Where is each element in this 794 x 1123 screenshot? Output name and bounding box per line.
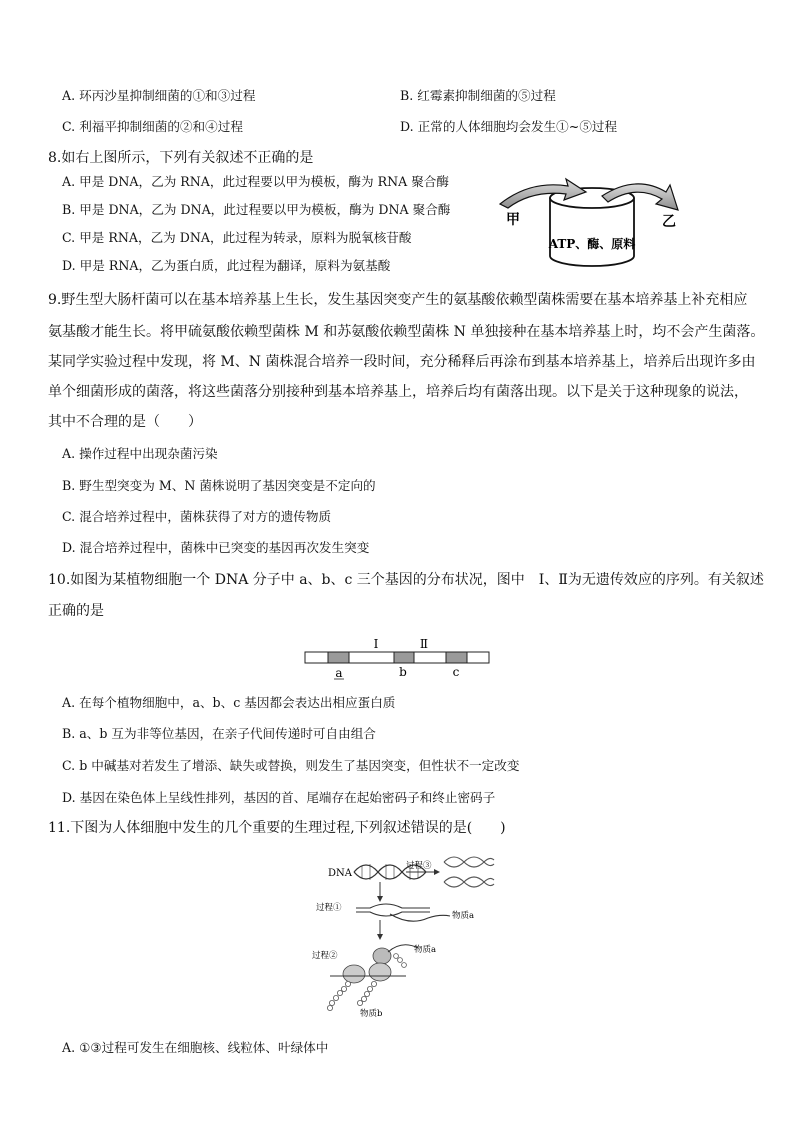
- fig8-cylinder-label: ATP、酶、原料: [548, 237, 636, 251]
- gene-b-segment: [394, 652, 414, 663]
- q7-option-d: D. 正常的人体细胞均会发生①~⑤过程: [400, 119, 618, 134]
- q8-stem: 8.如右上图所示，下列有关叙述不正确的是: [48, 150, 314, 166]
- q8-option-d: D. 甲是 RNA，乙为蛋白质，此过程为翻译，原料为氨基酸: [62, 258, 391, 273]
- q10-dna-figure: [300, 636, 495, 682]
- q8-option-b: B. 甲是 DNA，乙为 DNA，此过程要以甲为模板，酶为 DNA 聚合酶: [62, 202, 451, 217]
- ribosome-icon: [343, 948, 391, 983]
- gene-c-segment: [446, 652, 467, 663]
- replicated-dna-icon: [444, 857, 494, 887]
- q10-option-a: A. 在每个植物细胞中，a、b、c 基因都会表达出相应蛋白质: [62, 695, 396, 710]
- q9-option-c: C. 混合培养过程中，菌株获得了对方的遗传物质: [62, 509, 332, 524]
- q7-option-b: B. 红霉素抑制细菌的⑤过程: [400, 88, 556, 103]
- q10-option-d: D. 基因在染色体上呈线性排列，基因的首、尾端存在起始密码子和终止密码子: [62, 790, 496, 805]
- q9-option-d: D. 混合培养过程中，菌株中已突变的基因再次发生突变: [62, 540, 370, 555]
- q9-option-a: A. 操作过程中出现杂菌污染: [62, 446, 218, 461]
- fig8-right-label: 乙: [662, 214, 676, 230]
- q9-stem-line-5: 其中不合理的是（ ）: [48, 414, 202, 430]
- q9-option-b: B. 野生型突变为 M、N 菌株说明了基因突变是不定向的: [62, 478, 376, 493]
- q10-stem-line-2: 正确的是: [48, 603, 104, 619]
- q11-stem: 11.下图为人体细胞中发生的几个重要的生理过程,下列叙述错误的是( ): [48, 820, 506, 836]
- q7-option-c: C. 利福平抑制细菌的②和④过程: [62, 119, 243, 134]
- gene-a-label: a: [335, 666, 343, 680]
- substance-a-label-2: 物质a: [414, 945, 437, 955]
- substance-a-label-1: 物质a: [452, 911, 475, 921]
- q8-option-c: C. 甲是 RNA，乙为 DNA，此过程为转录，原料为脱氧核苷酸: [62, 230, 412, 245]
- q10-stem-line-1: 10.如图为某植物细胞一个 DNA 分子中 a、b、c 三个基因的分布状况，图中 Ⅰ、Ⅱ为无遗传效应的序列。有关叙述: [48, 572, 764, 588]
- roman-2-label: Ⅱ: [419, 637, 429, 651]
- process-3-label: 过程③: [406, 861, 432, 871]
- q10-option-b: B. a、b 互为非等位基因，在亲子代间传递时可自由组合: [62, 726, 376, 741]
- transcription-bubble-icon: [356, 904, 450, 921]
- q8-option-a: A. 甲是 DNA，乙为 RNA，此过程要以甲为模板，酶为 RNA 聚合酶: [62, 174, 449, 189]
- process-2-label: 过程②: [312, 951, 338, 961]
- q11-option-a: A. ①③过程可发生在细胞核、线粒体、叶绿体中: [62, 1040, 329, 1055]
- roman-1-label: Ⅰ: [373, 637, 379, 651]
- process-1-label: 过程①: [316, 903, 342, 913]
- gene-a-segment: [328, 652, 349, 663]
- gene-b-label: b: [399, 665, 407, 679]
- q7-option-a: A. 环丙沙星抑制细菌的①和③过程: [62, 88, 256, 103]
- q9-stem-line-1: 9.野生型大肠杆菌可以在基本培养基上生长，发生基因突变产生的氨基酸依赖型菌株需要在基本培养基上补充相应: [48, 292, 748, 308]
- q11-process-figure: [310, 852, 500, 1020]
- gene-c-label: c: [452, 665, 460, 679]
- q10-option-c: C. b 中碱基对若发生了增添、缺失或替换，则发生了基因突变，但性状不一定改变: [62, 758, 520, 773]
- q8-cylinder-figure: [490, 176, 700, 276]
- q9-stem-line-4: 单个细菌形成的菌落，将这些菌落分别接种到基本培养基上，培养后均有菌落出现。以下是关于这种现象的说法，: [48, 384, 748, 400]
- q9-stem-line-2: 氨基酸才能生长。将甲硫氨酸依赖型菌株 M 和苏氨酸依赖型菌株 N 单独接种在基本培养基上时，均不会产生菌落。: [48, 324, 765, 340]
- q9-stem-line-3: 某同学实验过程中发现，将 M、N 菌株混合培养一段时间，充分稀释后再涂布到基本培养基上，培养后出现许多由: [48, 354, 756, 370]
- fig8-left-label: 甲: [506, 212, 520, 228]
- peptide-chain-icon: [327, 954, 406, 1011]
- dna-label: DNA: [328, 868, 352, 879]
- substance-b-label: 物质b: [360, 1009, 383, 1019]
